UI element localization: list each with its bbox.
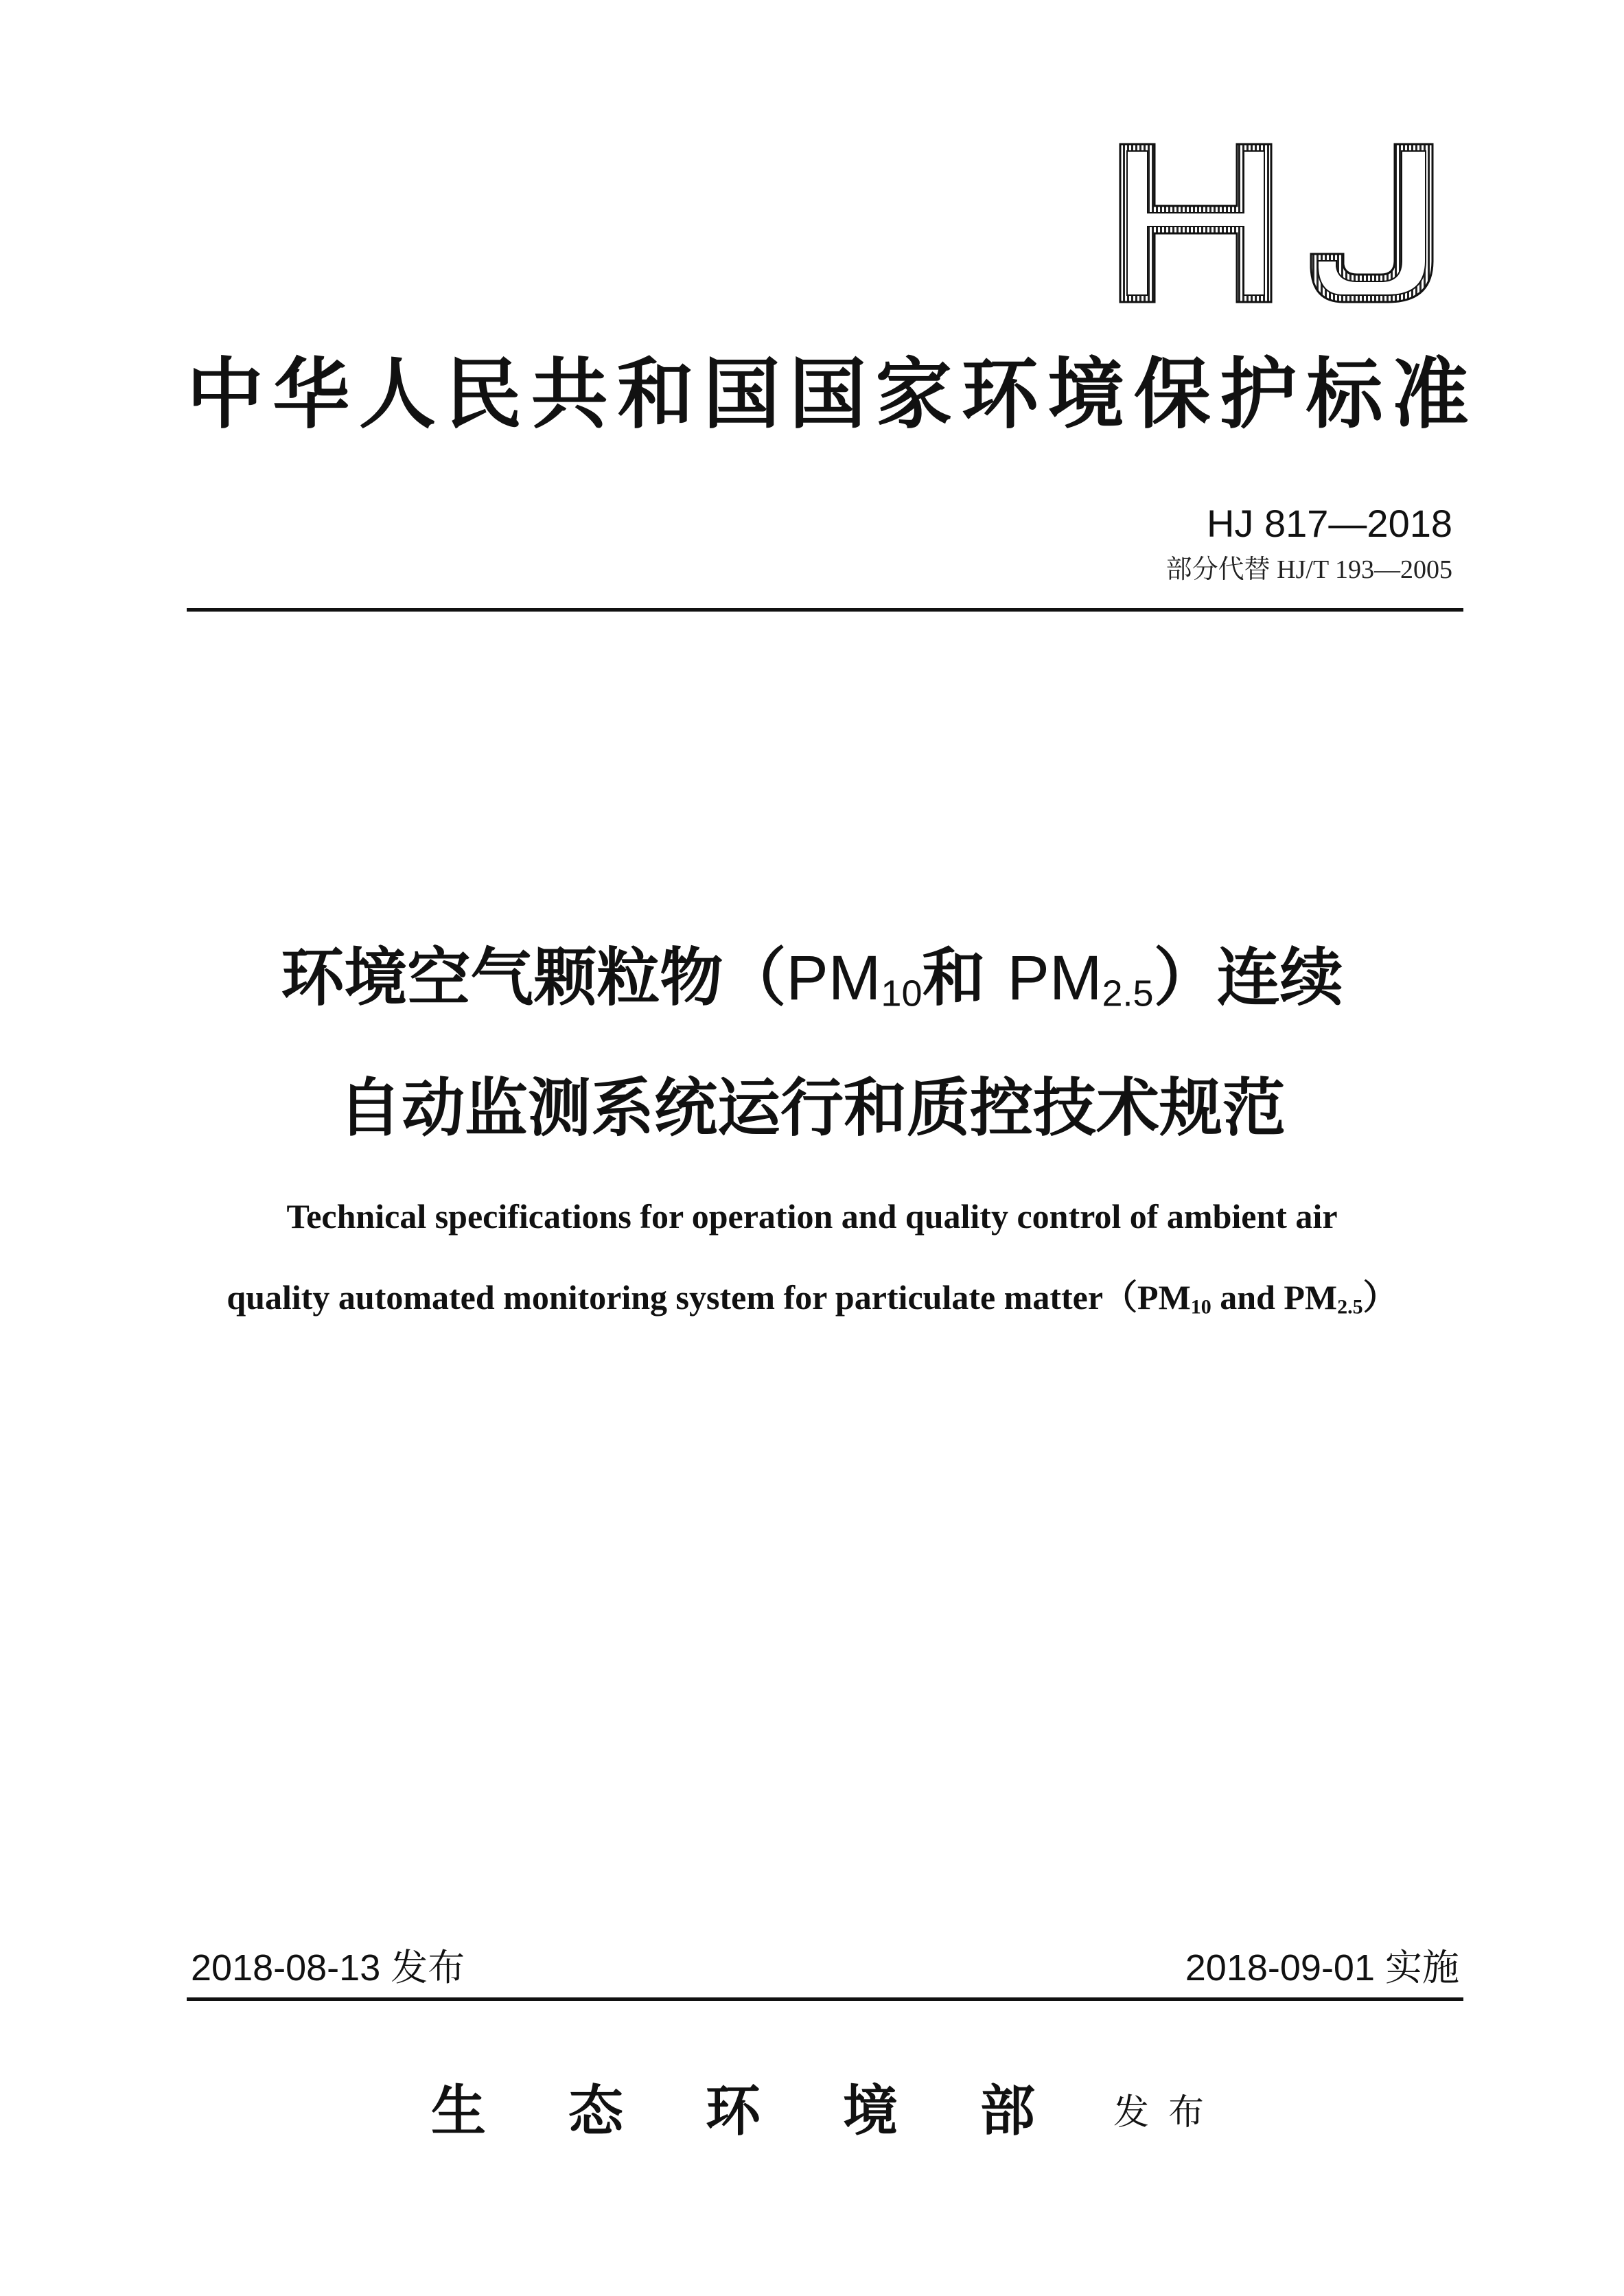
hj-logo <box>1106 137 1450 309</box>
title-zh-line-1 <box>0 937 1624 1019</box>
publisher-suffix: 发布 <box>1113 2092 1224 2133</box>
title-en-text: quality automated monitoring system for particulate matter（ <box>227 1278 1138 1317</box>
header-divider <box>187 608 1463 612</box>
publisher-name: 生态环境部 <box>431 2078 1117 2143</box>
title-en-and: and <box>1211 1278 1284 1317</box>
implementation-date: 2018-09-01 实施 <box>1185 1947 1459 1988</box>
title-zh-text: 环境空气颗粒物（ <box>281 941 787 1014</box>
pm25-label: $PM_{2.5}$ <box>1007 943 1154 1014</box>
issuing-authority-title: 中华人民共和国国家环境保护标准 <box>187 349 1470 439</box>
standard-number: HJ 817—2018 <box>1206 502 1452 545</box>
title-en-line-1: Technical specifications for operation and quality control of ambient air <box>286 1197 1338 1236</box>
footer-divider <box>187 1997 1463 2001</box>
hj-logo-icon <box>1106 137 1450 309</box>
issue-date: 2018-08-13 发布 <box>191 1947 465 1988</box>
title-zh-tail: ）连续 <box>1153 941 1343 1014</box>
title-en-line-2 <box>0 1275 1624 1319</box>
pm10-label: $PM_{10}$ <box>786 943 923 1014</box>
title-zh-line-2: 自动监测系统运行和质控技术规范 <box>338 1071 1286 1145</box>
title-zh-and: 和 <box>922 941 1008 1014</box>
replaces-note: 部分代替 HJ/T 193—2005 <box>1165 555 1452 584</box>
en-pm25-label: $PM_{2.5}$ <box>1284 1278 1363 1319</box>
title-en-close: ） <box>1362 1278 1397 1317</box>
en-pm10-label: $PM_{10}$ <box>1137 1278 1211 1319</box>
